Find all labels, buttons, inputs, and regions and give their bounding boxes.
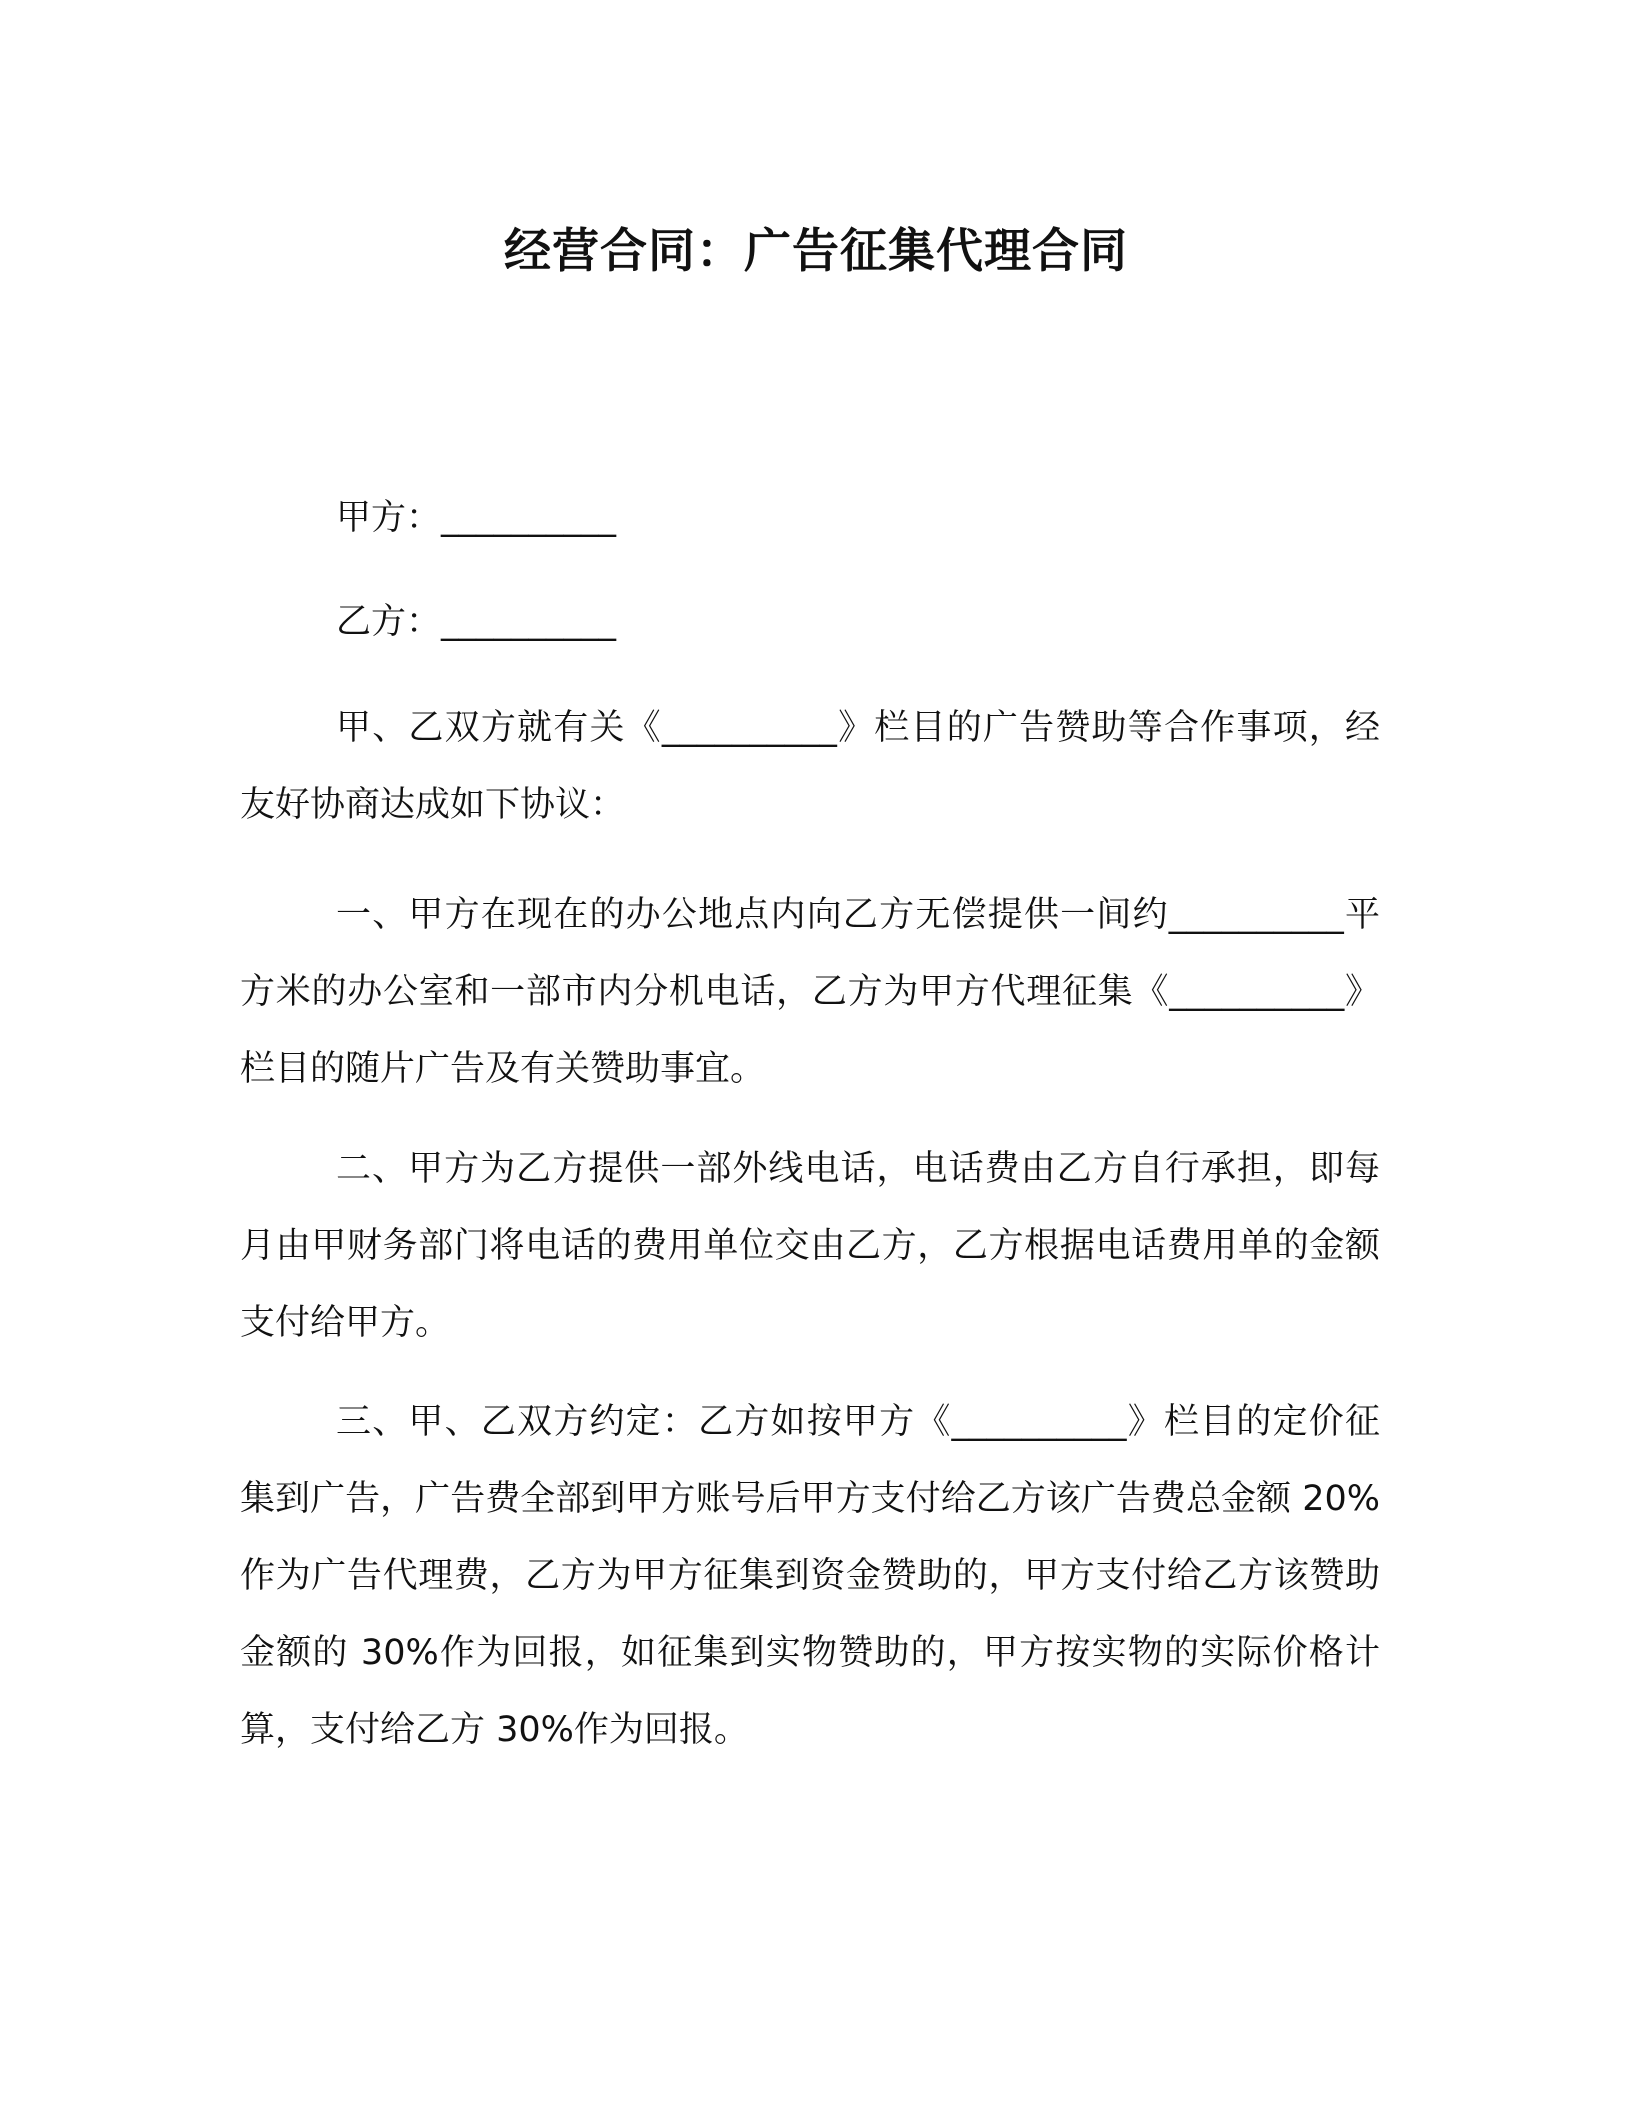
clause-3-paragraph: 三、甲、乙双方约定：乙方如按甲方《__________》栏目的定价征集到广告，广告费全部到甲方账号后甲方支付给乙方该广告费总金额 20%作为广告代理费，乙方为甲方征集到资金赞助的，甲方支付给乙方该赞助金额的 30%作为回报，如征集到实物赞助的，甲方按实物的实际价格计算，支付给乙方 30%作为回报。 — [240, 1402, 1380, 1750]
document-title: 经营合同：广告征集代理合同 — [504, 224, 1128, 279]
clause-2-paragraph: 二、甲方为乙方提供一部外线电话，电话费由乙方自行承担，即每月由甲财务部门将电话的费用单位交由乙方，乙方根据电话费用单的金额支付给甲方。 — [240, 1149, 1380, 1343]
clause-1-paragraph: 一、甲方在现在的办公地点内向乙方无偿提供一间约__________平方米的办公室和一部市内分机电话，乙方为甲方代理征集《__________》栏目的随片广告及有关赞助事宜。 — [240, 895, 1380, 1089]
party-b-line: 乙方：__________ — [336, 602, 617, 642]
party-a-line: 甲方：__________ — [336, 498, 617, 538]
intro-paragraph: 甲、乙双方就有关《__________》栏目的广告赞助等合作事项，经友好协商达成如下协议： — [240, 708, 1380, 825]
